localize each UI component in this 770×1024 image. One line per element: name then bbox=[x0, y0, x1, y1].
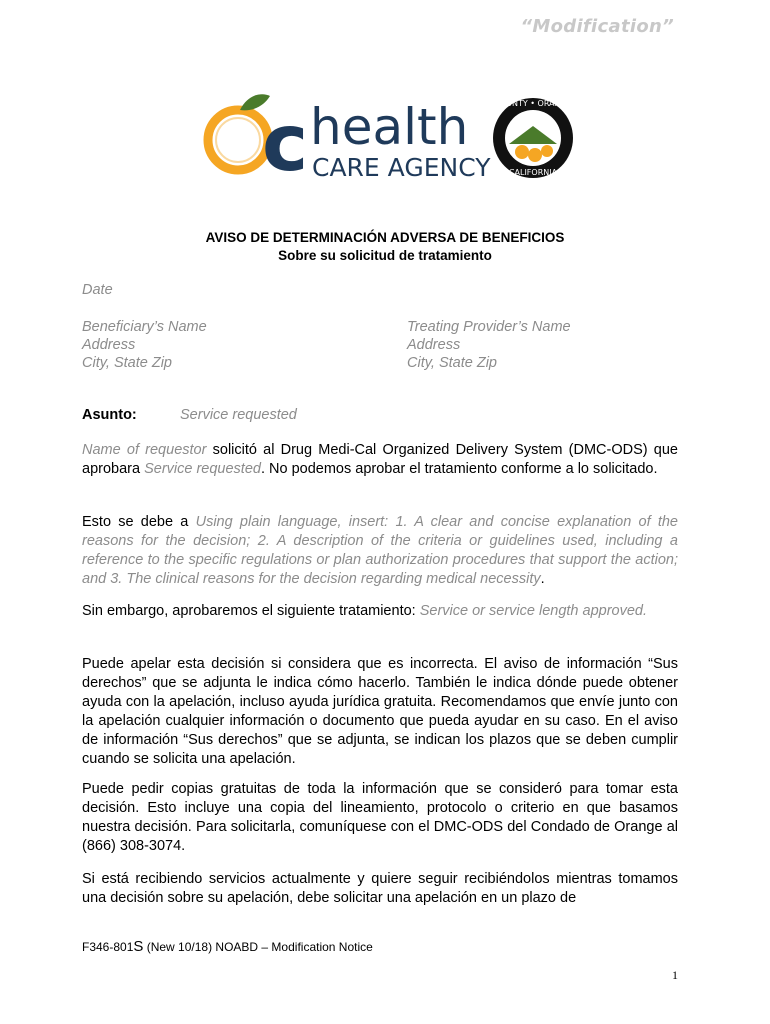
p1-text-1: solicitó al Drug Medi-Cal Organized Delivery System (DMC-ODS) que aprobara bbox=[82, 442, 679, 477]
date-field: Date bbox=[82, 282, 113, 298]
logo-c-letter: c bbox=[262, 99, 309, 188]
provider-address: Address bbox=[407, 337, 461, 353]
approved-placeholder: Service or service length approved. bbox=[419, 603, 648, 619]
footer-code: F346-801 bbox=[82, 940, 134, 954]
paragraph-approved bbox=[82, 602, 678, 621]
requestor-placeholder: Name of requestor bbox=[82, 442, 207, 458]
title-line-1: AVISO DE DETERMINACIÓN ADVERSA DE BENEFICIOS bbox=[205, 230, 565, 245]
seal-bottom-text: CALIFORNIA bbox=[508, 168, 558, 177]
subject-line bbox=[82, 406, 678, 425]
form-footer bbox=[82, 938, 373, 955]
logo-health-text: health bbox=[310, 98, 469, 156]
p2-text-2: . bbox=[540, 571, 545, 587]
county-seal-icon bbox=[493, 98, 573, 178]
page-number: 1 bbox=[672, 968, 678, 982]
beneficiary-address: Address bbox=[82, 337, 136, 353]
paragraph-continue-services: Si está recibiendo servicios actualmente y quiere seguir recibiéndolos mientras tomamos una decisión sobre su apelación, debe solicitar una apelación en un plazo de bbox=[82, 871, 678, 906]
p1-text-2: . No podemos aprobar el tratamiento conforme a lo solicitado. bbox=[260, 461, 658, 477]
provider-city: City, State Zip bbox=[407, 355, 497, 371]
service-placeholder: Service requested bbox=[144, 461, 261, 477]
footer-suffix: S bbox=[133, 938, 144, 955]
beneficiary-city: City, State Zip bbox=[82, 355, 172, 371]
reason-placeholder: Using plain language, insert: 1. A clear and concise explanation of the reasons for the decision; 2. A description of the criteria or guidelines used, including a reference to the specific regulations or plan authorization procedures that support the action; and 3. The clinical reasons for the decision regarding medical necessity bbox=[82, 514, 679, 587]
p2-text-1: Esto se debe a bbox=[82, 514, 196, 530]
p3-text-1: Sin embargo, aprobaremos el siguiente tratamiento: bbox=[82, 603, 420, 619]
paragraph-reason bbox=[82, 513, 678, 589]
footer-rest: (New 10/18) NOABD – Modification Notice bbox=[143, 940, 373, 954]
title-line-2: Sobre su solicitud de tratamiento bbox=[278, 248, 492, 263]
beneficiary-block bbox=[82, 318, 207, 372]
logo-care-agency-text: CARE AGENCY bbox=[312, 153, 491, 182]
paragraph-copies: Puede pedir copias gratuitas de toda la información que se consideró para tomar esta decisión. Esto incluye una copia del lineamiento, protocolo o criterio en que basamos nuestra decisión. Para solicitarla, comuníquese con el DMC-ODS del Condado de Orange al (866) 308-3074. bbox=[82, 781, 678, 854]
subject-label: Asunto: bbox=[82, 407, 137, 423]
subject-value: Service requested bbox=[180, 407, 297, 423]
modification-watermark: “Modification” bbox=[520, 16, 674, 37]
beneficiary-name: Beneficiary’s Name bbox=[82, 319, 207, 335]
oc-health-care-agency-logo bbox=[200, 88, 580, 188]
document-title bbox=[0, 229, 770, 265]
paragraph-appeal: Puede apelar esta decisión si considera que es incorrecta. El aviso de información “Sus derechos” que se adjunta le indica cómo hacerlo. También le indica dónde puede obtener ayuda con la apelación, incluso ayuda jurídica gratuita. Recomendamos que envíe junto con la apelación cualquier información o documento que pueda ayudar en su caso. En el aviso de información “Sus derechos” que se adjunta, se indican los plazos que se deben cumplir cuando se solicita una apelación. bbox=[82, 656, 678, 767]
provider-block bbox=[407, 318, 571, 372]
provider-name: Treating Provider’s Name bbox=[407, 319, 571, 335]
seal-top-text: COUNTY • ORANGE bbox=[494, 99, 572, 108]
paragraph-request bbox=[82, 441, 678, 479]
